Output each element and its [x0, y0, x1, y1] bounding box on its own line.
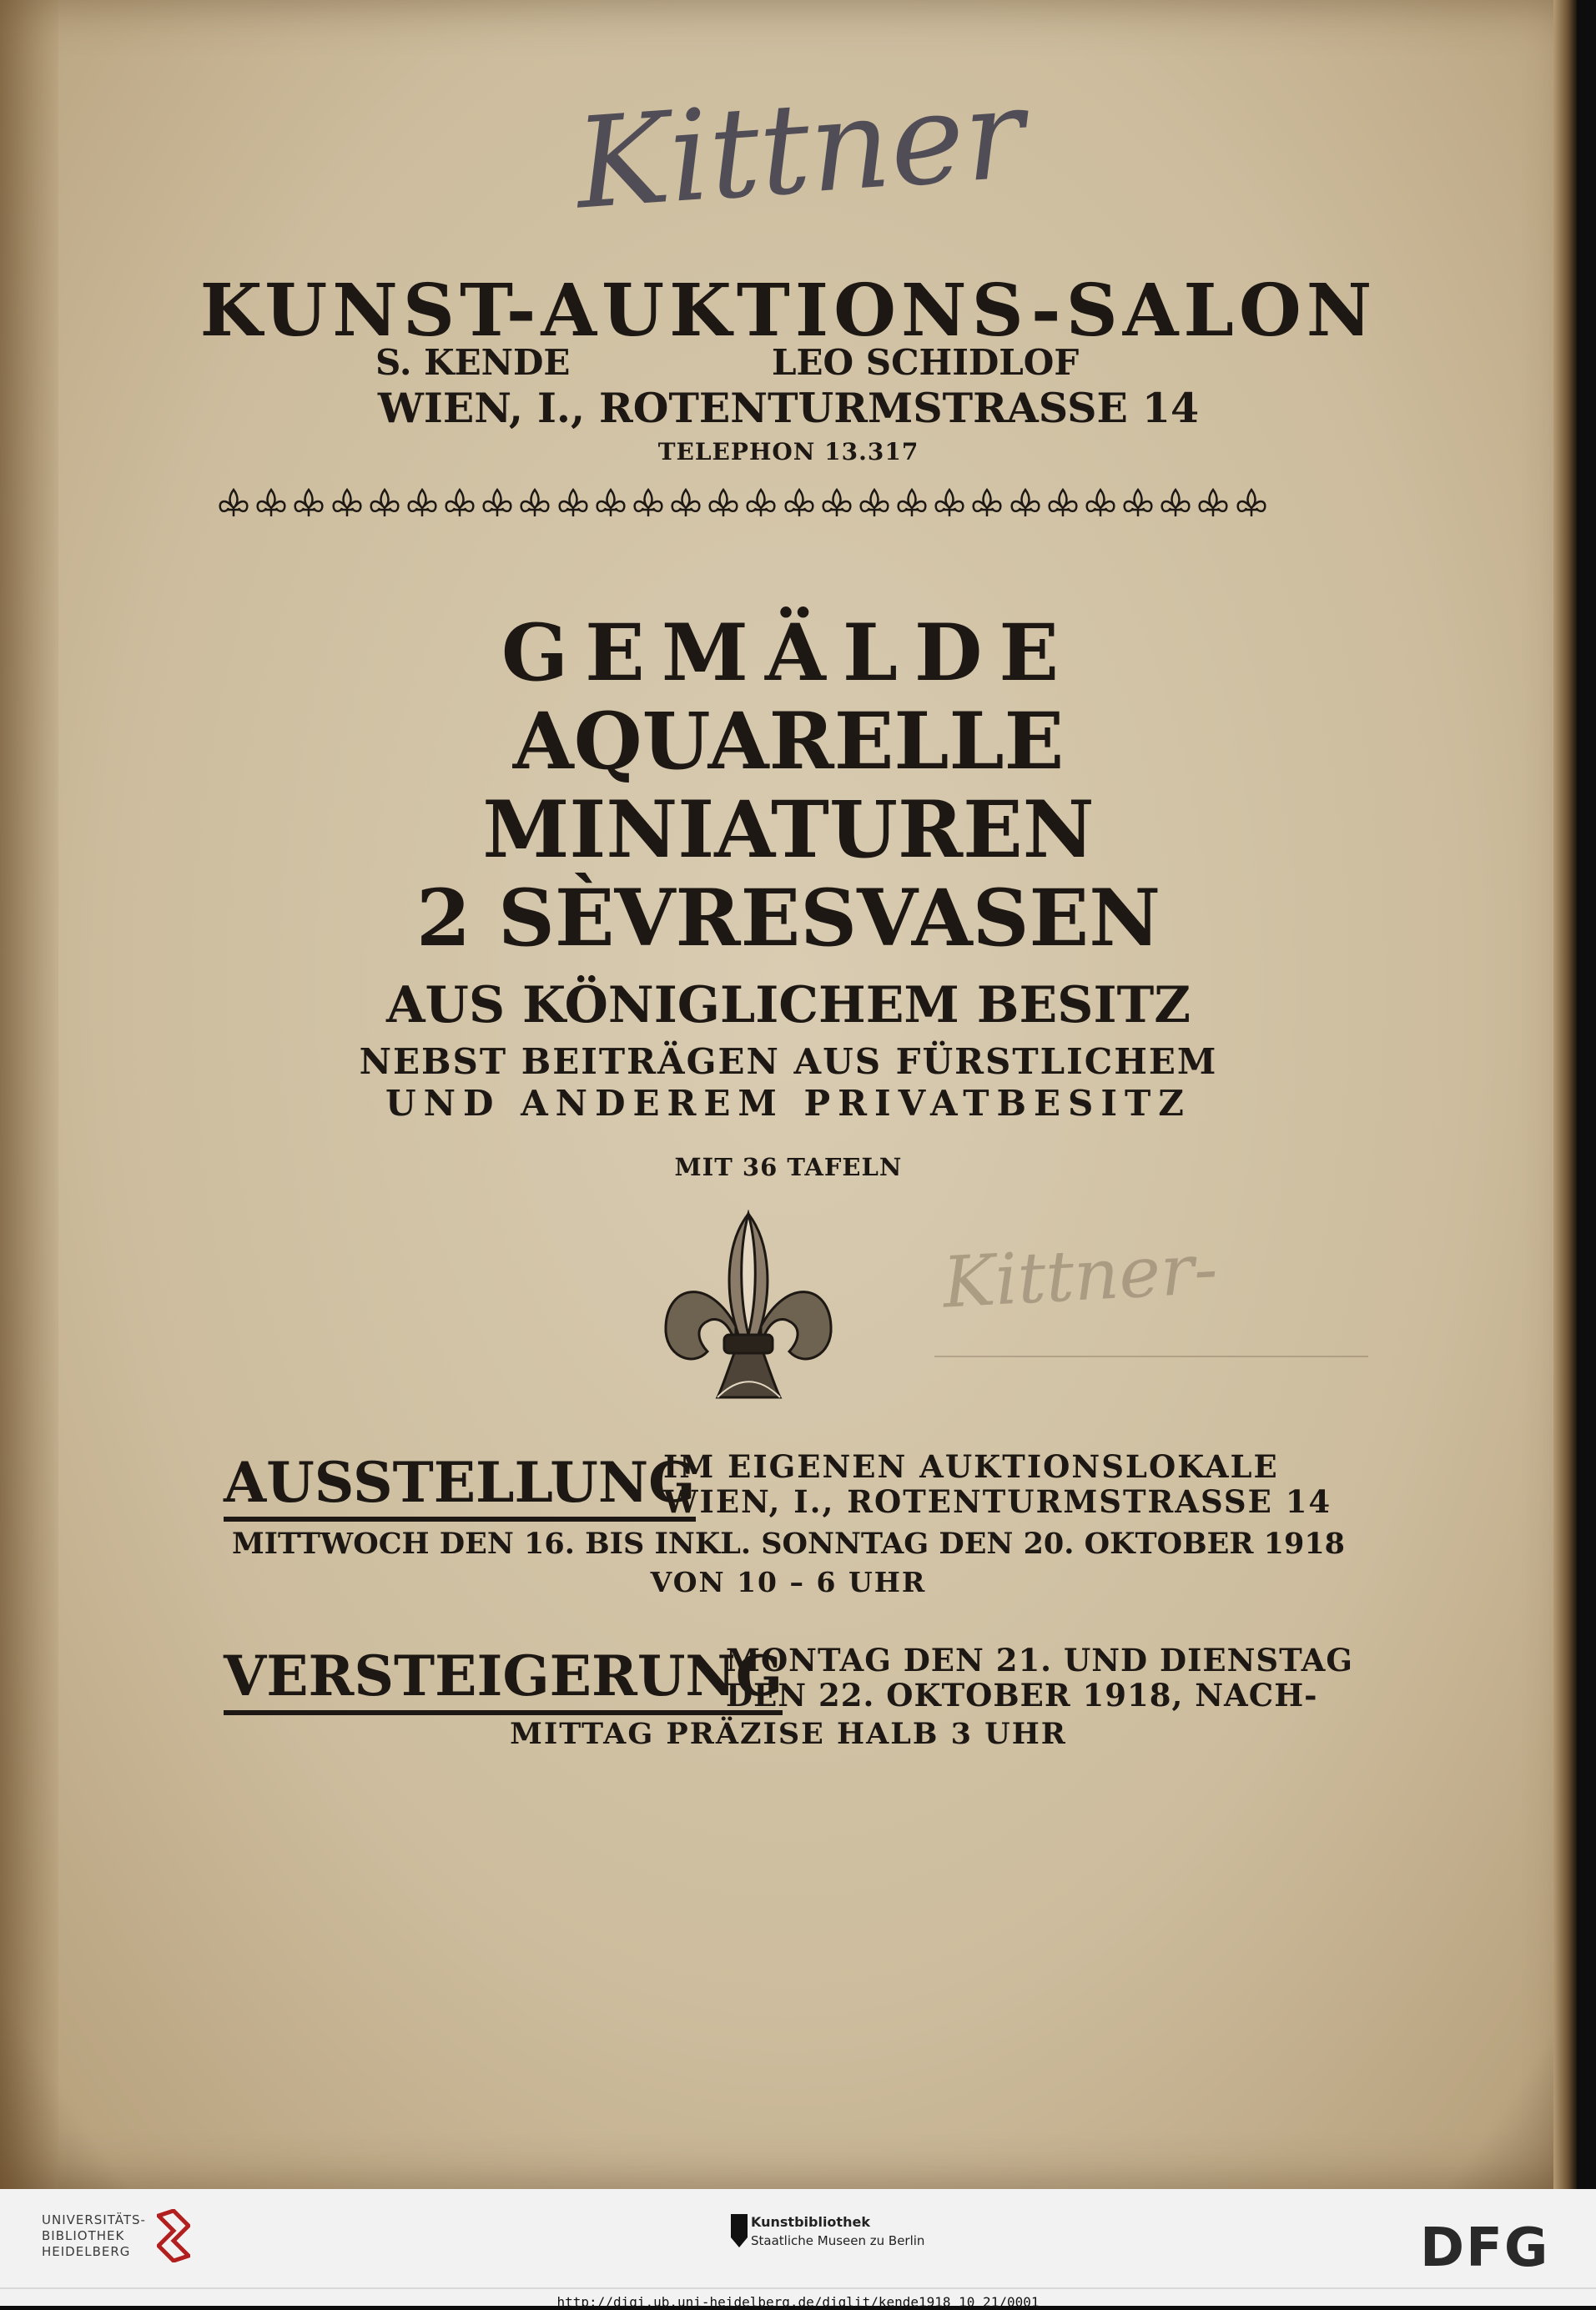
auction-label: VERSTEIGERUNG — [224, 1643, 783, 1715]
ornament-icon — [744, 486, 778, 520]
exhibition-venue: IM EIGENEN AUKTIONSLOKALE — [663, 1448, 1279, 1485]
kb-title: Kunstbibliothek — [751, 2214, 870, 2230]
ornament-icon — [1159, 486, 1192, 520]
handwritten-name-top: Kittner — [571, 61, 1030, 238]
ub-heidelberg-logo-text — [42, 2212, 146, 2260]
salon-telephone: TELEPHON 13.317 — [657, 438, 919, 466]
dfg-logo: DFG — [1420, 2217, 1550, 2279]
ornament-icon — [707, 486, 740, 520]
proprietor-names — [375, 342, 1126, 384]
title-sevresvasen: 2 SÈVRESVASEN — [415, 873, 1161, 964]
kb-subtitle: Staatliche Museen zu Berlin — [751, 2233, 925, 2248]
ornament-icon — [1084, 486, 1117, 520]
title-gemaelde: GEMÄLDE — [501, 607, 1076, 699]
ornament-icon — [443, 486, 476, 520]
ornament-icon — [858, 486, 891, 520]
ornament-icon — [933, 486, 966, 520]
proprietor-left: S. KENDE — [375, 342, 571, 383]
handwritten-name-middle: Kittner- — [940, 1227, 1220, 1324]
auction-date-line2: DEN 22. OKTOBER 1918, NACH- — [726, 1677, 1318, 1714]
plates-count: MIT 36 TAFELN — [674, 1153, 903, 1181]
ub-line1: UNIVERSITÄTS- — [42, 2212, 146, 2227]
ornament-icon — [1121, 486, 1155, 520]
ornament-icon — [1196, 486, 1230, 520]
kunstbibliothek-logo — [751, 2214, 924, 2248]
auction-time: MITTAG PRÄZISE HALB 3 UHR — [510, 1717, 1067, 1751]
ornament-icon — [254, 486, 288, 520]
ornament-icon — [669, 486, 702, 520]
ornament-icon — [481, 486, 514, 520]
ornament-icon — [1046, 486, 1080, 520]
ornament-icon — [820, 486, 853, 520]
exhibition-hours: VON 10 – 6 UHR — [650, 1566, 927, 1598]
ornament-icon — [970, 486, 1004, 520]
ornament-icon — [405, 486, 439, 520]
ub-line3: HEIDELBERG — [42, 2244, 131, 2259]
ornament-icon — [368, 486, 401, 520]
exhibition-address: WIEN, I., ROTENTURMSTRASSE 14 — [663, 1483, 1332, 1520]
ub-heidelberg-icon — [157, 2209, 190, 2262]
title-miniaturen: MINIATUREN — [482, 784, 1095, 876]
permalink-url[interactable]: http://digi.ub.uni-heidelberg.de/diglit/kende1918_10_21/0001 — [556, 2294, 1040, 2310]
subtitle-private-ownership: UND ANDEREM PRIVATBESITZ — [385, 1083, 1191, 1124]
ornament-icon — [518, 486, 551, 520]
ornament-icon — [217, 486, 250, 520]
subtitle-contributions: NEBST BEITRÄGEN AUS FÜRSTLICHEM — [359, 1041, 1218, 1082]
faint-pencil-line — [934, 1356, 1368, 1357]
ornament-icon — [556, 486, 590, 520]
ornament-icon — [594, 486, 627, 520]
proprietor-right: LEO SCHIDLOF — [772, 342, 1080, 383]
ub-line2: BIBLIOTHEK — [42, 2228, 125, 2243]
title-aquarelle: AQUARELLE — [512, 696, 1065, 788]
ornament-icon — [632, 486, 665, 520]
ornament-icon — [330, 486, 364, 520]
ornament-icon — [783, 486, 816, 520]
ornament-border — [217, 482, 1268, 524]
footer-divider — [0, 2287, 1596, 2289]
fleur-de-lis-emblem — [659, 1210, 838, 1402]
salon-address: WIEN, I., ROTENTURMSTRASSE 14 — [377, 384, 1200, 432]
digitization-footer — [0, 2189, 1596, 2310]
auction-date-line1: MONTAG DEN 21. UND DIENSTAG — [726, 1642, 1353, 1678]
kunstbibliothek-icon — [731, 2214, 748, 2247]
ornament-icon — [895, 486, 929, 520]
subtitle-royal-ownership: AUS KÖNIGLICHEM BESITZ — [385, 976, 1191, 1034]
exhibition-label: AUSSTELLUNG — [224, 1450, 696, 1522]
salon-title: KUNST-AUKTIONS-SALON — [199, 269, 1377, 353]
exhibition-dates: MITTWOCH DEN 16. BIS INKL. SONNTAG DEN 20. OKTOBER 1918 — [231, 1527, 1346, 1561]
ornament-icon — [1009, 486, 1042, 520]
ornament-icon — [1235, 486, 1268, 520]
ornament-icon — [292, 486, 325, 520]
